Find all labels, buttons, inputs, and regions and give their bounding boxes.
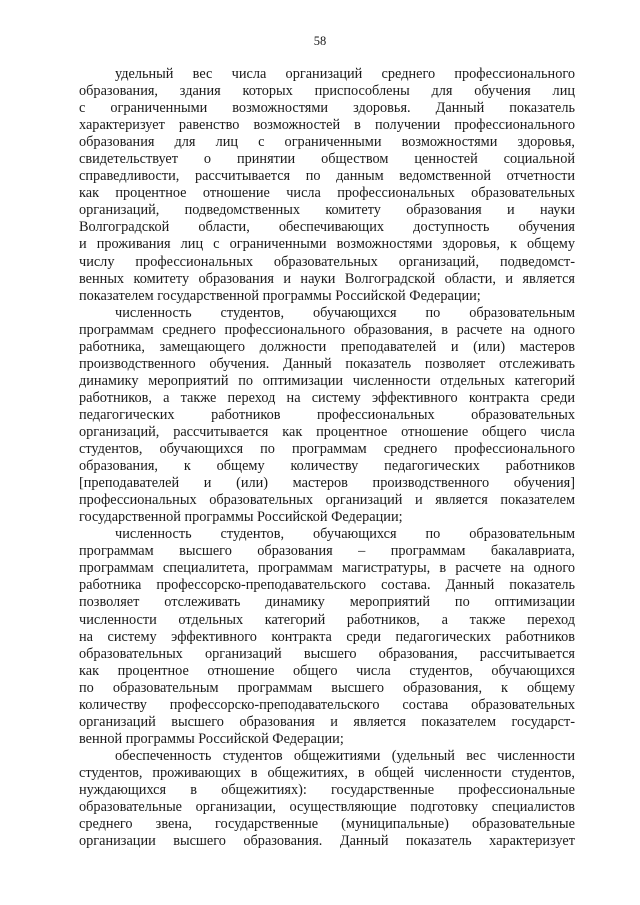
text-line: как процентное отношение общего числа студентов, обучающихся [79, 662, 575, 679]
text-line: на систему эффективного контракта среди педагогических работников [79, 628, 575, 645]
text-line: по образовательным программам высшего образования, к общему [79, 679, 575, 696]
text-line: среднего звена, государственные (муниципальные) образовательные [79, 816, 575, 833]
text-line: государственной программы Российской Федерации; [79, 509, 403, 526]
text-line: педагогических работников профессиональных образовательных [79, 406, 575, 423]
text-line: венных комитету образования и науки Волгоградской области, и является [79, 270, 575, 287]
text-line: характеризует равенство возможностей в получении профессионального [79, 117, 575, 134]
document-body [79, 66, 575, 850]
text-line: программам высшего образования – программам бакалавриата, [79, 543, 575, 560]
text-line: свидетельствует о принятии обществом ценностей социальной [79, 151, 575, 168]
text-line: позволяет отслеживать динамику мероприятий по оптимизации [79, 594, 575, 611]
text-line: удельный вес числа организаций среднего профессионального [115, 66, 575, 82]
text-line: образовательных организаций высшего образования, рассчитывается [79, 645, 575, 662]
text-line: численность студентов, обучающихся по образовательным [115, 304, 575, 321]
text-line: как процентное отношение числа профессиональных образовательных [79, 185, 575, 202]
text-line: работника, замещающего должности преподавателей и (или) мастеров [79, 338, 575, 355]
text-line: профессиональных образовательных организаций и является показателем [79, 492, 575, 509]
text-line: с ограниченными возможностями здоровья. Данный показатель [79, 100, 575, 117]
text-line: производственного обучения. Данный показатель позволяет отслеживать [79, 355, 575, 372]
text-line: и проживания лиц с ограниченными возможностями здоровья, к общему [79, 236, 575, 253]
text-line: показателем государственной программы Российской Федерации; [79, 287, 481, 304]
page-number: 58 [313, 34, 327, 48]
text-line: образования для лиц с ограниченными возможностями здоровья, [79, 134, 575, 151]
text-line: работника профессорско-преподавательского состава. Данный показатель [79, 577, 575, 594]
text-line: образовательные организации, осуществляющие подготовку специалистов [79, 799, 575, 816]
text-line: организации высшего образования. Данный показатель характеризует [79, 833, 575, 850]
text-line: студентов, обучающихся по программам среднего профессионального [79, 441, 575, 458]
text-line: студентов, проживающих в общежитиях, в общей численности студентов, [79, 764, 575, 781]
text-line: программам среднего профессионального образования, в расчете на одного [79, 321, 575, 338]
text-line: организаций высшего образования и является показателем государст- [79, 713, 575, 730]
text-line: числу профессиональных образовательных организаций, подведомст- [79, 253, 575, 270]
text-line: справедливости, рассчитывается по данным ведомственной отчетности [79, 168, 575, 185]
text-line: [преподавателей и (или) мастеров производственного обучения] [79, 475, 575, 492]
text-line: организаций, рассчитывается как процентное отношение общего числа [79, 423, 575, 440]
text-line: обеспеченность студентов общежитиями (удельный вес численности [115, 747, 575, 764]
text-line: программам специалитета, программам магистратуры, в расчете на одного [79, 560, 575, 577]
text-line: образования, здания которых приспособлены для обучения лиц [79, 83, 575, 100]
text-line: Волгоградской области, обеспечивающих доступность обучения [79, 219, 575, 236]
text-line: численности отдельных категорий работников, а также переход [79, 611, 575, 628]
text-line: работников, а также переход на систему эффективного контракта среди [79, 389, 575, 406]
text-line: динамику мероприятий по оптимизации численности отдельных категорий [79, 372, 575, 389]
text-line: количеству профессорско-преподавательского состава образовательных [79, 696, 575, 713]
text-line: организаций, подведомственных комитету образования и науки [79, 202, 575, 219]
text-line: численность студентов, обучающихся по образовательным [115, 526, 575, 543]
text-line: венной программы Российской Федерации; [79, 730, 344, 747]
text-line: образования, к общему количеству педагогических работников [79, 458, 575, 475]
text-line: нуждающихся в общежитиях): государственные профессиональные [79, 781, 575, 798]
